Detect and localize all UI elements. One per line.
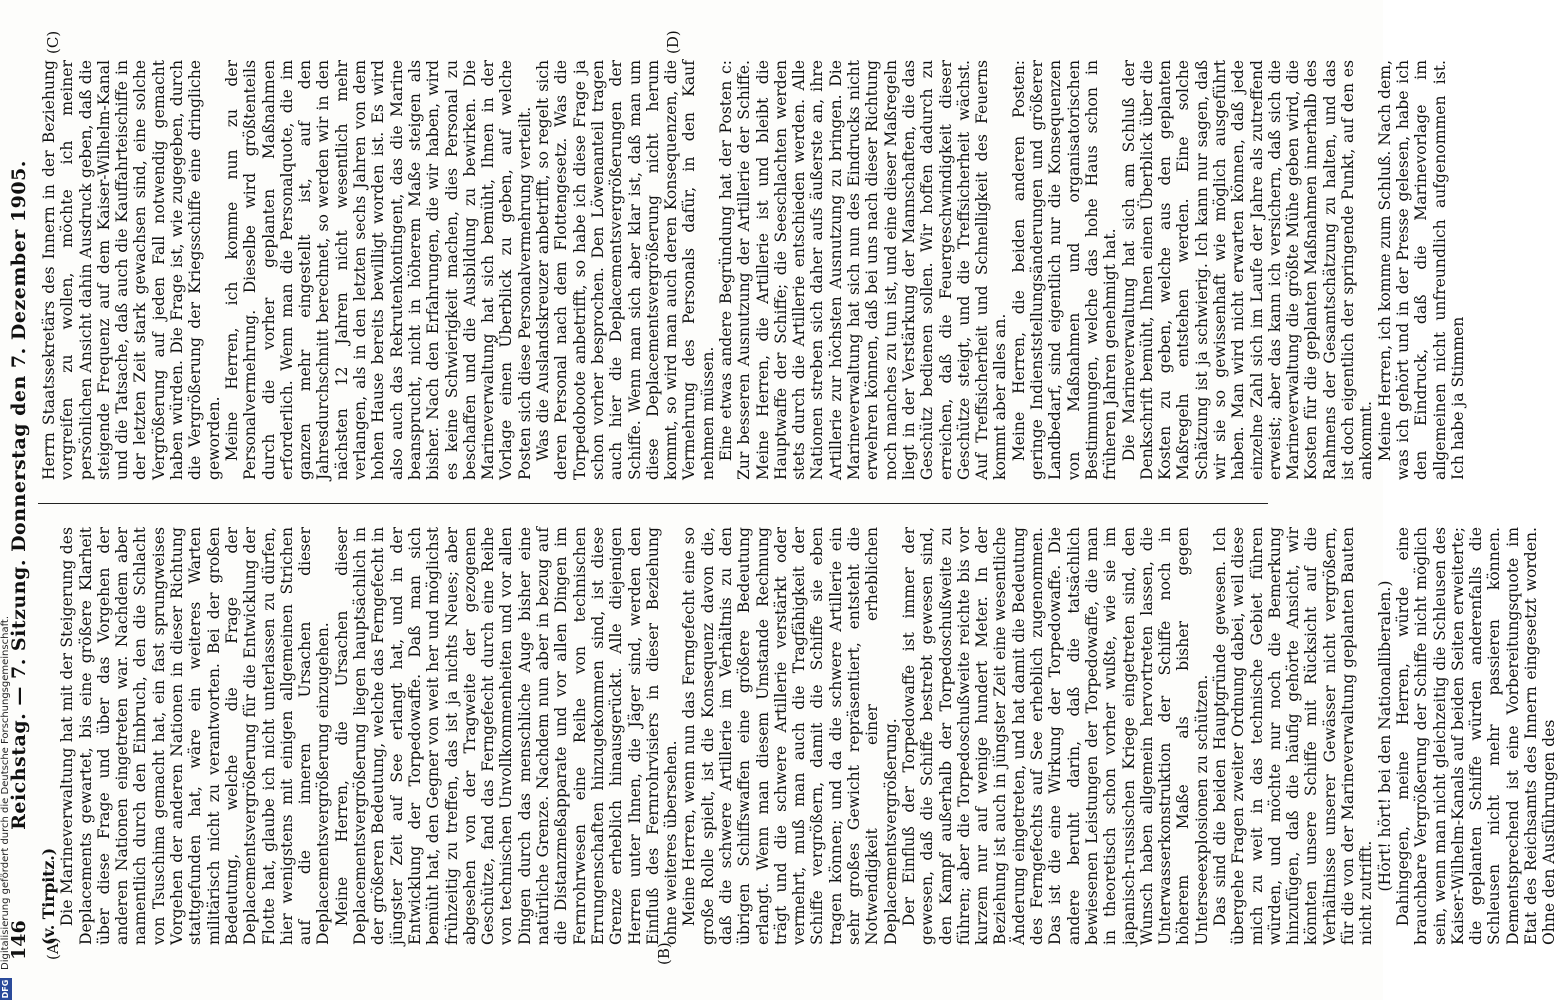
right-paragraph-1: Herrn Staatssekretärs des Innern in der Beziehung vorgreifen zu wollen, möchte ich meiner persönlichen Ansicht dahin Ausdruck geben, daß die steigende Frequenz auf dem Kaiser-Wilhelm-Kanal und die Tatsache, daß auch die Kauffahrteischiffe in der letzten Zeit stark gewachsen sind, eine solche Vergrößerung auf jeden Fall notwendig gemacht haben würden. Die Frage ist, wie zugegeben, durch die Vergrößerung der Kriegsschiffe eine dringliche geworden. bbox=[40, 60, 223, 480]
page-number: 146 bbox=[8, 920, 30, 960]
digitization-credit bbox=[0, 20, 14, 1000]
speaker-name: (v. Tirpitz.) bbox=[39, 847, 58, 945]
left-column bbox=[39, 527, 1559, 945]
left-paragraph-6: Dahingegen, meine Herren, würde eine brauchbare Vergrößerung der Schiffe nicht möglich sein, wenn man nicht gleichzeitig die Schleusen des Kaiser-Wilhelm-Kanals auf beiden Seiten erweiterte; die geplanten Schiffe würden anderenfalls die Schleusen nicht mehr passieren können. Dementsprechend ist eine Vorbereitungsquote im Etat des Reichsamts des Innern eingesetzt worden. Ohne den Ausführungen des bbox=[1393, 527, 1559, 945]
left-paragraph-1: Die Marineverwaltung hat mit der Steigerung des Deplacements gewartet, bis eine größere Klarheit über diese Frage und über das Vorgehen der anderen Nationen eingetreten war. Nachdem aber namentlich durch den Einbruch, den die Schlacht von Tsuschima gemacht hat, ein fast sprungweises Vorgehen der anderen Nationen in dieser Richtung stattgefunden hat, wäre ein weiteres Warten militärisch nicht zu verantworten. Bei der großen Bedeutung, welche die Frage der Deplacementsvergrößerung für die Entwicklung der Flotte hat, glaube ich nicht unterlassen zu dürfen, hier wenigstens mit einigen allgemeinen Strichen auf die inneren Ursachen dieser Deplacementsvergrößerung einzugehen. bbox=[58, 527, 333, 945]
right-paragraph-7: Meine Herren, ich komme zum Schluß. Nach dem, was ich gehört und in der Presse gelesen, habe ich den Eindruck, daß die Marinevorlage im allgemeinen nicht unfreundlich aufgenommen ist. Ich habe ja Stimmen bbox=[1375, 60, 1467, 480]
left-paragraph-2: Meine Herren, die Ursachen dieser Deplacementsvergrößerung liegen hauptsächlich in der größeren Bedeutung, welche das Ferngefecht in jüngster Zeit auf See erlangt hat, und in der Entwicklung der Torpedowaffe. Daß man sich bemüht hat, den Gegner von weit her und möglichst frühzeitig zu treffen, das ist ja nichts Neues; aber abgesehen von der Tragweite der gezogenen Geschütze, fand das Ferngefecht durch eine Reihe von technischen Unvollkommenheiten und vor allen Dingen durch das menschliche Auge bisher eine natürliche Grenze. Nachdem nun aber in bezug auf die Distanzmeßapparate und vor allen Dingen im Fernrohrwesen eine Reihe von technischen Errungenschaften hinzugekommen sind, ist diese Grenze erheblich hinausgerückt. Alle diejenigen Herren unter Ihnen, die Jäger sind, werden den Einfluß des Fernrohrvisiers in dieser Beziehung ohne weiteres übersehen. bbox=[332, 527, 681, 945]
right-paragraph-2: Meine Herren, ich komme nun zu der Personalvermehrung. Dieselbe wird größtenteils durch die vorher geplanten Maßnahmen erforderlich. Wenn man die Personalquote, die im ganzen mehr eingestellt ist, auf den Jahresdurchschnitt berechnet, so werden wir in den nächsten 12 Jahren nicht wesentlich mehr verlangen, als in den letzten sechs Jahren von dem hohen Hause bereits bewilligt worden ist. Es wird also auch das Rekrutenkontingent, das die Marine beansprucht, nicht in höherem Maße steigen als bisher. Nach den Erfahrungen, die wir haben, wird es keine Schwierigkeit machen, dies Personal zu beschaffen und die Ausbildung zu bewirken. Die Marineverwaltung hat sich bemüht, Ihnen in der Vorlage einen Überblick zu geben, auf welche Posten sich diese Personalvermehrung verteilt. bbox=[222, 60, 534, 480]
margin-mark-d: (D) bbox=[664, 30, 682, 54]
running-head: Reichstag. — 7. Sitzung. Donnerstag den 7. Dezember 1905. bbox=[8, 160, 30, 830]
right-paragraph-3: Was die Auslandskreuzer anbetrifft, so regelt sich deren Personal nach dem Flottengesetz. Was die Torpedoboote anbetrifft, so habe ich diese Frage ja schon vorher besprochen. Den Löwenanteil tragen auch hier die Deplacementsvergrößerungen der Schiffe. Wenn man sich aber klar ist, daß man um diese Deplacementsvergrößerung nicht herum kommt, so wird man auch deren Konsequenzen, die Vermehrung des Personals dafür, in den Kauf nehmen müssen. bbox=[534, 60, 717, 480]
dfg-logo: DFG bbox=[1, 979, 10, 999]
right-paragraph-6: Die Marineverwaltung hat sich am Schluß der Denkschrift bemüht, Ihnen einen Überblick über die Kosten zu geben, welche aus den geplanten Maßregeln entstehen werden. Eine solche Schätzung ist ja schwierig. Ich kann nur sagen, daß wir sie so gewissenhaft wie möglich ausgeführt haben. Man wird nicht erwarten können, daß jede einzelne Zahl sich im Laufe der Jahre als zutreffend erweist; aber das kann ich versichern, daß sich die Marineverwaltung die größte Mühe geben wird, die Kosten für die geplanten Maßnahmen innerhalb des Rahmens der Gesamtschätzung zu halten, und das ist doch eigentlich der springende Punkt, auf den es ankommt. bbox=[1119, 60, 1376, 480]
right-column bbox=[40, 60, 1467, 480]
left-paragraph-5: Das sind die beiden Hauptgründe gewesen. Ich übergehe Fragen zweiter Ordnung dabei, weil diese mich zu weit in das technische Gebiet führen würden, und möchte nur noch die Bemerkung hinzufügen, daß die häufig gehörte Ansicht, wir könnten unsere Schiffe mit Rücksicht auf die Verhältnisse unserer Gewässer nicht vergrößern, für die von der Marineverwaltung geplanten Bauten nicht zutrifft. bbox=[1211, 527, 1376, 945]
right-paragraph-4: Eine etwas andere Begründung hat der Posten c: Zur besseren Ausnutzung der Artillerie der Schiffe. Meine Herren, die Artillerie ist und bleibt die Hauptwaffe der Schiffe; die Seeschlachten werden stets durch die Artillerie entschieden werden. Alle Nationen streben sich daher aufs äußerste an, ihre Artillerie zur höchsten Ausnutzung zu bringen. Die Marineverwaltung hat sich nun des Eindrucks nicht erwehren können, daß bei uns nach dieser Richtung noch manches zu tun ist, und eine dieser Maßregeln liegt in der Verstärkung der Mannschaften, die das Geschütz bedienen sollen. Wir hoffen dadurch zu erreichen, daß die Feuergeschwindigkeit dieser Geschütze steigt, und die Treffsicherheit wächst. Auf Treffsicherheit und Schnelligkeit des Feuerns kommt aber alles an. bbox=[716, 60, 1010, 480]
margin-mark-b: (B) bbox=[655, 942, 673, 965]
margin-mark-a: (A) bbox=[44, 937, 62, 960]
left-paragraph-4: Der Einfluß der Torpedowaffe ist immer der gewesen, daß die Schiffe bestrebt gewesen sind, den Kampf außerhalb der Torpedoschußweite zu führen; aber die Torpedoschußweite reichte bis vor kurzem nur auf wenige hundert Meter. In der Beziehung ist auch in jüngster Zeit eine wesentliche Änderung eingetreten, und hat damit die Bedeutung des Ferngefechts auf See erheblich zugenommen. Das ist die eine Wirkung der Torpedowaffe. Die andere beruht darin, daß die tatsächlich bewiesenen Leistungen der Torpedowaffe, die man in theoretisch schon vorher wußte, wie sie im japanisch-russischen Kriege eingetreten sind, den Wunsch haben allgemein hervortreten lassen, die Unterwasserkonstruktion der Schiffe noch in höherem Maße als bisher gegen Unterseeexplosionen zu schützen. bbox=[899, 527, 1211, 945]
column-divider bbox=[38, 503, 1268, 504]
margin-mark-c: (C) bbox=[44, 30, 62, 54]
interjection: (Hört! hört! bei den Nationalliberalen.) bbox=[1375, 580, 1394, 892]
credit-text: Digitalisierung gefördert durch die Deutsche Forschungsgemeinschaft. bbox=[0, 615, 11, 970]
left-paragraph-3: Meine Herren, wenn nun das Ferngefecht eine so große Rolle spielt, ist die Konsequenz davon die, daß die schwere Artillerie im Verhältnis zu den übrigen Schiffswaffen eine größere Bedeutung erlangt. Wenn man diesem Umstande Rechnung trägt und die schwere Artillerie verstärkt oder vermehrt, muß man auch die Tragfähigkeit der Schiffe vergrößern, damit die Schiffe sie eben tragen können; und da die schwere Artillerie ein sehr großes Gewicht repräsentiert, entsteht die Notwendigkeit einer erheblichen Deplacementsvergrößerung. bbox=[680, 527, 900, 945]
right-paragraph-5: Meine Herren, die beiden anderen Posten: geringe Indienststellungsänderungen und größerer Landbedarf, sind eigentlich nur die Konsequenzen von Maßnahmen und organisatorischen Bestimmungen, welche das hohe Haus schon in früheren Jahren genehmigt hat. bbox=[1009, 60, 1120, 480]
